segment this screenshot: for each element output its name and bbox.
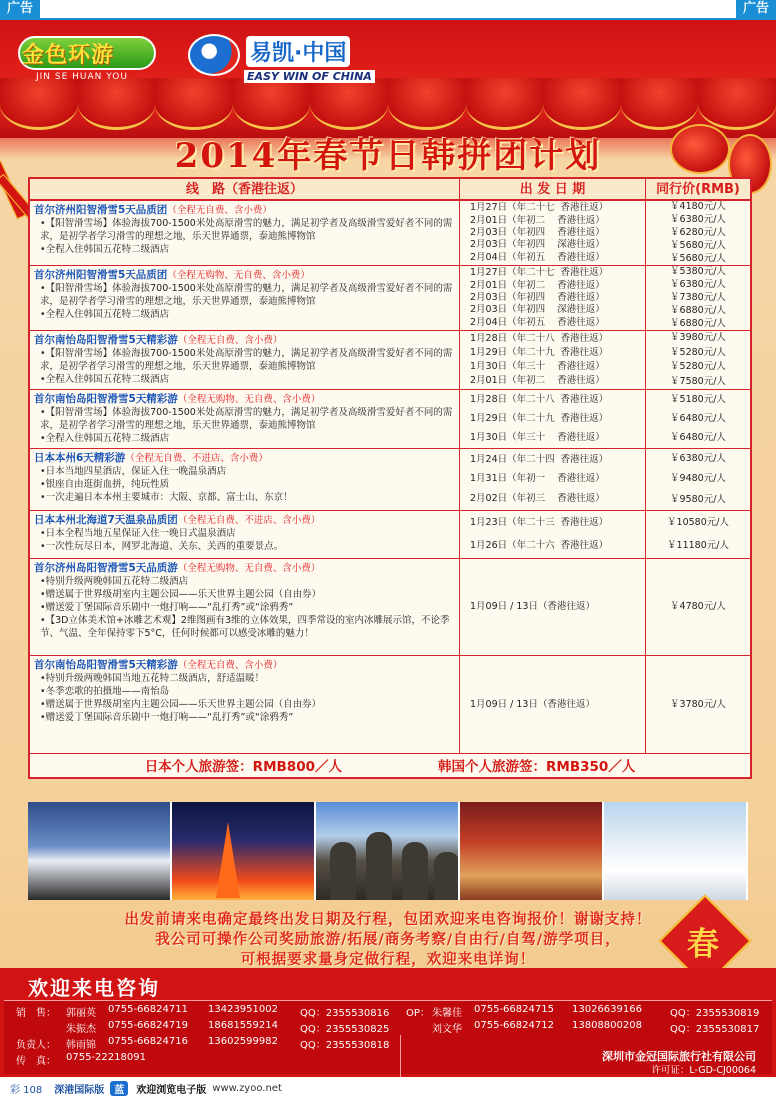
price-value: ￥6480元/人: [670, 412, 726, 424]
price-value: ￥11180元/人: [667, 540, 729, 552]
license-number: 许可证：L-GD-CJ00064: [651, 1065, 756, 1076]
route-name: 首尔济州岛阳智滑雪5天品质游: [34, 562, 178, 574]
date-cell: [460, 266, 646, 330]
departure-date: 1月31日（年初一 香港往返）: [470, 473, 605, 485]
contact-field: 传 真：: [16, 1056, 56, 1067]
easywin-logo: 易凯·中国 EASY WIN OF CHINA: [186, 30, 376, 90]
departure-date: 1月29日（年二十九 香港往返）: [470, 347, 609, 358]
price-cell: [646, 656, 750, 753]
route-detail: • 日本全程当地五星保证入住一晚日式温泉酒店: [34, 527, 455, 540]
contact-field: OP：: [406, 1008, 430, 1019]
page-title: 2014年春节日韩拼团计划: [174, 136, 602, 176]
route-name: 日本本州6天精彩游: [34, 452, 126, 464]
ad-label-left: 广告: [0, 0, 40, 18]
departure-date: 2月04日（年初五 香港往返）: [470, 251, 605, 263]
route-row: [30, 266, 750, 331]
route-cell: [30, 449, 460, 510]
price-value: ￥6380元/人: [670, 214, 726, 226]
departure-date: 1月30日（年三十 香港往返）: [470, 361, 605, 372]
route-name: 首尔南怡岛阳智滑雪5天精彩游: [34, 659, 178, 671]
contact-field: QQ：2355530819: [670, 1008, 760, 1019]
departure-date: 2月01日（年初二 香港往返）: [470, 279, 605, 291]
date-cell: [460, 201, 646, 265]
route-detail: • 全程入住韩国五花特二级酒店: [34, 308, 455, 321]
departure-date: 2月01日（年初二 香港往返）: [470, 375, 605, 386]
date-cell: [460, 559, 646, 655]
contact-field: 负责人：: [16, 1040, 56, 1051]
route-row: [30, 656, 750, 754]
route-cell: [30, 201, 460, 265]
price-value: ￥4180元/人: [670, 201, 726, 213]
route-detail: • 赠送属于世界级胡室内主题公园——乐天世界主题公园（自由券）: [34, 698, 455, 711]
photo-snow-village: [28, 802, 172, 900]
route-tag: （全程无自费、不进店、含小费）: [125, 453, 268, 464]
price-value: ￥3980元/人: [670, 332, 726, 344]
visa-info: [30, 757, 750, 777]
date-cell: [460, 449, 646, 510]
price-value: ￥7380元/人: [670, 291, 726, 303]
company-name: 深圳市金冠国际旅行社有限公司: [602, 1050, 756, 1063]
route-detail: • 全程入住韩国五花特二级酒店: [34, 373, 455, 386]
price-value: ￥4780元/人: [670, 601, 726, 612]
route-detail: • 【阳智滑雪场】体验海拔700-1500米处高原滑雪的魅力，满足初学者及高级滑雪爱好者不同的需求，是初学者学习滑雪的理想之地，乐天世界通票，泰迪熊博物馆: [34, 282, 455, 308]
contact-field: 0755-66824716: [108, 1036, 188, 1047]
route-cell: [30, 511, 460, 558]
route-tag: （全程无自费、含小费）: [177, 335, 283, 346]
spring-seal-icon: 春: [658, 894, 751, 987]
date-cell: [460, 390, 646, 448]
route-tag: （全程无购物、无自费、含小费）: [167, 270, 310, 281]
departure-date: 2月01日（年初二 香港往返）: [470, 214, 605, 226]
photo-stone-statues: [316, 802, 460, 900]
contact-field: QQ：2355530816: [300, 1008, 390, 1019]
price-value: ￥9480元/人: [670, 473, 726, 485]
price-cell: [646, 449, 750, 510]
header-date: 出 发 日 期: [460, 179, 646, 199]
promo-text: 出发前请来电确定最终出发日期及行程，包团欢迎来电咨询报价！谢谢支持！ 我公司可操作公司奖励旅游/拓展/商务考察/自由行/自驾/游学项目， 可根据要求量身定做行程，欢迎来电详询！: [124, 912, 652, 968]
departure-date: 1月26日（年二十六 香港往返）: [470, 539, 609, 551]
departure-date: 1月28日（年二十八 香港往返）: [470, 333, 609, 344]
route-tag: （全程无自费、不进店、含小费）: [177, 515, 321, 526]
route-cell: [30, 266, 460, 330]
contact-field: QQ：2355530817: [670, 1024, 760, 1035]
contact-field: 0755-66824715: [474, 1004, 554, 1015]
route-detail: • 赠送爱丁堡国际音乐剧中一炮打响——“乱打秀”或“涂鸦秀”: [34, 601, 455, 614]
departure-date: 2月04日（年初五 香港往返）: [470, 316, 605, 328]
photo-tokyo-tower: [172, 802, 316, 900]
photo-strip: [28, 802, 748, 900]
route-row: [30, 201, 750, 266]
price-value: ￥6880元/人: [670, 304, 726, 316]
route-cell: [30, 656, 460, 753]
itinerary-table: [28, 177, 752, 779]
route-detail: • 一次性玩尽日本，网罗北海道、关东、关西的重要景点。: [34, 540, 455, 553]
route-name: 首尔济州阳智滑雪5天品质团: [34, 269, 168, 281]
header-price: 同行价(RMB): [656, 182, 740, 197]
departure-date: 1月28日（年二十八 香港往返）: [470, 394, 609, 406]
route-tag: （全程无购物、无自费、含小费）: [177, 394, 321, 405]
route-name: 日本本州北海道7天温泉品质团: [34, 514, 178, 526]
price-value: ￥7580元/人: [670, 375, 726, 387]
price-value: ￥5380元/人: [670, 266, 726, 278]
price-cell: [646, 331, 750, 389]
welcome-text: 欢迎浏览电子版: [136, 1085, 207, 1096]
route-detail: • 【阳智滑雪场】体验海拔700-1500米处高原滑雪的魅力，满足初学者及高级滑雪爱好者不同的需求，是初学者学习滑雪的理想之地，乐天世界通票，泰迪熊博物馆: [34, 347, 455, 373]
departure-date: 2月03日（年初四 深港往返）: [470, 304, 605, 316]
route-detail: • 【3D立体美术馆+冰雕艺术观】2维图画有3维的立体效果，四季常设的室内冰雕展示馆，不论季节、气温、全年保持零下5°C，任何时候都可以感受冰雕的魅力！: [34, 614, 455, 640]
route-detail: • 特别升级两晚韩国当地五花特二级酒店，舒适温暖！: [34, 672, 455, 685]
edition-badge: 蓝: [110, 1081, 128, 1096]
visa-korea: 韩国个人旅游签：RMB350／人: [438, 759, 636, 775]
table-header: [30, 179, 750, 201]
photo-ski-resort: [604, 802, 748, 900]
route-detail: • 冬季恋歌的拍摄地——南怡岛: [34, 685, 455, 698]
contact-heading: 欢迎来电咨询: [28, 976, 160, 1000]
price-cell: [646, 559, 750, 655]
contact-field: 13423951002: [208, 1004, 278, 1015]
price-cell: [646, 390, 750, 448]
route-detail: • 一次走遍日本本州主要城市：大阪、京都、富士山、东京！: [34, 491, 455, 504]
contact-field: 13026639166: [572, 1004, 642, 1015]
price-cell: [646, 266, 750, 330]
contact-field: 0755-22218091: [66, 1052, 146, 1063]
price-value: ￥6880元/人: [670, 317, 726, 329]
price-value: ￥6480元/人: [670, 432, 726, 444]
globe-icon: [188, 34, 240, 76]
contact-field: 郭丽英: [66, 1008, 96, 1019]
departure-date: 1月29日（年二十九 香港往返）: [470, 412, 609, 424]
route-detail: • 【阳智滑雪场】体验海拔700-1500米处高原滑雪的魅力，满足初学者及高级滑雪爱好者不同的需求，是初学者学习滑雪的理想之地，乐天世界通票，泰迪熊博物馆: [34, 217, 455, 243]
route-row: [30, 511, 750, 559]
date-cell: [460, 511, 646, 558]
route-cell: [30, 390, 460, 448]
route-detail: • 全程入住韩国五花特二级酒店: [34, 432, 455, 445]
route-tag: （全程无自费、含小费）: [177, 660, 283, 671]
route-detail: • 【阳智滑雪场】体验海拔700-1500米处高原滑雪的魅力，满足初学者及高级滑雪爱好者不同的需求，是初学者学习滑雪的理想之地，乐天世界通票，泰迪熊博物馆: [34, 406, 455, 432]
departure-date: 2月03日（年初四 香港往返）: [470, 226, 605, 238]
ad-label-right: 广告: [736, 0, 776, 18]
price-value: ￥9580元/人: [670, 493, 726, 505]
route-name: 首尔济州阳智滑雪5天品质团: [34, 204, 168, 216]
price-cell: [646, 511, 750, 558]
advertisement-page: [0, 20, 776, 1077]
price-value: ￥3780元/人: [670, 698, 726, 710]
contact-field: 朱馨佳: [432, 1008, 462, 1019]
price-value: ￥10580元/人: [667, 516, 729, 528]
route-detail: • 特别升级两晚韩国五花特二级酒店: [34, 575, 455, 588]
price-value: ￥5680元/人: [670, 239, 726, 251]
route-tag: （全程无自费、含小费）: [167, 205, 272, 216]
edition-label: 深港国际版: [54, 1085, 105, 1096]
contact-field: 13602599982: [208, 1036, 278, 1047]
visa-japan: 日本个人旅游签：RMB800／人: [144, 759, 342, 775]
contact-field: 韩雨锦: [66, 1040, 96, 1051]
price-value: ￥6380元/人: [670, 453, 726, 465]
route-row: [30, 449, 750, 511]
route-tag: （全程无购物、无自费、含小费）: [177, 563, 321, 574]
contact-field: 0755-66824711: [108, 1004, 188, 1015]
route-detail: • 赠送属于世界级胡室内主题公园——乐天世界主题公园（自由券）: [34, 588, 455, 601]
price-value: ￥6280元/人: [670, 226, 726, 238]
departure-date: 1月24日（年二十四 香港往返）: [470, 453, 609, 465]
route-name: 首尔南怡岛阳智滑雪5天精彩游: [34, 393, 178, 405]
route-detail: • 赠送爱丁堡国际音乐剧中一炮打响——“乱打秀”或“涂鸦秀”: [34, 711, 455, 724]
price-cell: [646, 201, 750, 265]
contact-field: 刘文华: [432, 1024, 462, 1035]
price-value: ￥5280元/人: [670, 361, 726, 373]
departure-date: 2月03日（年初四 深港往返）: [470, 239, 605, 251]
contact-section: [0, 968, 776, 1077]
departure-date: 1月27日（年二十七 香港往返）: [470, 267, 609, 279]
route-detail: • 日本当地四星酒店，保证入住一晚温泉酒店: [34, 465, 455, 478]
header-route: 线 路（香港往返）: [30, 179, 460, 199]
photo-teddy-bears: [460, 802, 604, 900]
departure-date: 1月23日（年二十三 香港往返）: [470, 517, 609, 529]
jinse-logo: 金色环游 JIN SE HUAN YOU: [14, 28, 164, 86]
departure-date: 2月02日（年初三 香港往返）: [470, 493, 605, 505]
contact-field: 销 售：: [16, 1008, 56, 1019]
contact-field: 0755-66824712: [474, 1020, 554, 1031]
price-value: ￥5180元/人: [670, 393, 726, 405]
departure-date: 2月03日（年初四 香港往返）: [470, 291, 605, 303]
website-link[interactable]: www.zyoo.net: [212, 1083, 282, 1094]
contact-field: 18681559214: [208, 1020, 278, 1031]
price-value: ￥5680元/人: [670, 252, 726, 264]
departure-date: 1月27日（年二十七 香港往返）: [470, 202, 609, 214]
departure-date: 1月30日（年三十 香港往返）: [470, 431, 605, 443]
route-row: [30, 559, 750, 656]
page-number: 彩 108: [10, 1085, 43, 1096]
contact-field: 0755-66824719: [108, 1020, 188, 1031]
date-cell: [460, 656, 646, 753]
departure-date: 1月09日 / 13日（香港往返）: [470, 601, 595, 612]
route-row: [30, 331, 750, 390]
departure-date: 1月09日 / 13日（香港往返）: [470, 698, 595, 710]
price-value: ￥5280元/人: [670, 346, 726, 358]
price-value: ￥6380元/人: [670, 279, 726, 291]
route-cell: [30, 559, 460, 655]
route-name: 首尔南怡岛阳智滑雪5天精彩游: [34, 334, 178, 346]
route-row: [30, 390, 750, 449]
contact-box: [4, 1000, 772, 1074]
route-detail: • 银座自由逛街血拼，纯玩性质: [34, 478, 455, 491]
page-footer: [0, 1077, 776, 1100]
contact-field: QQ：2355530818: [300, 1040, 390, 1051]
route-cell: [30, 331, 460, 389]
contact-field: 13808800208: [572, 1020, 642, 1031]
route-detail: • 全程入住韩国五花特二级酒店: [34, 243, 455, 256]
contact-field: 朱振杰: [66, 1024, 96, 1035]
contact-field: QQ：2355530825: [300, 1024, 390, 1035]
date-cell: [460, 331, 646, 389]
